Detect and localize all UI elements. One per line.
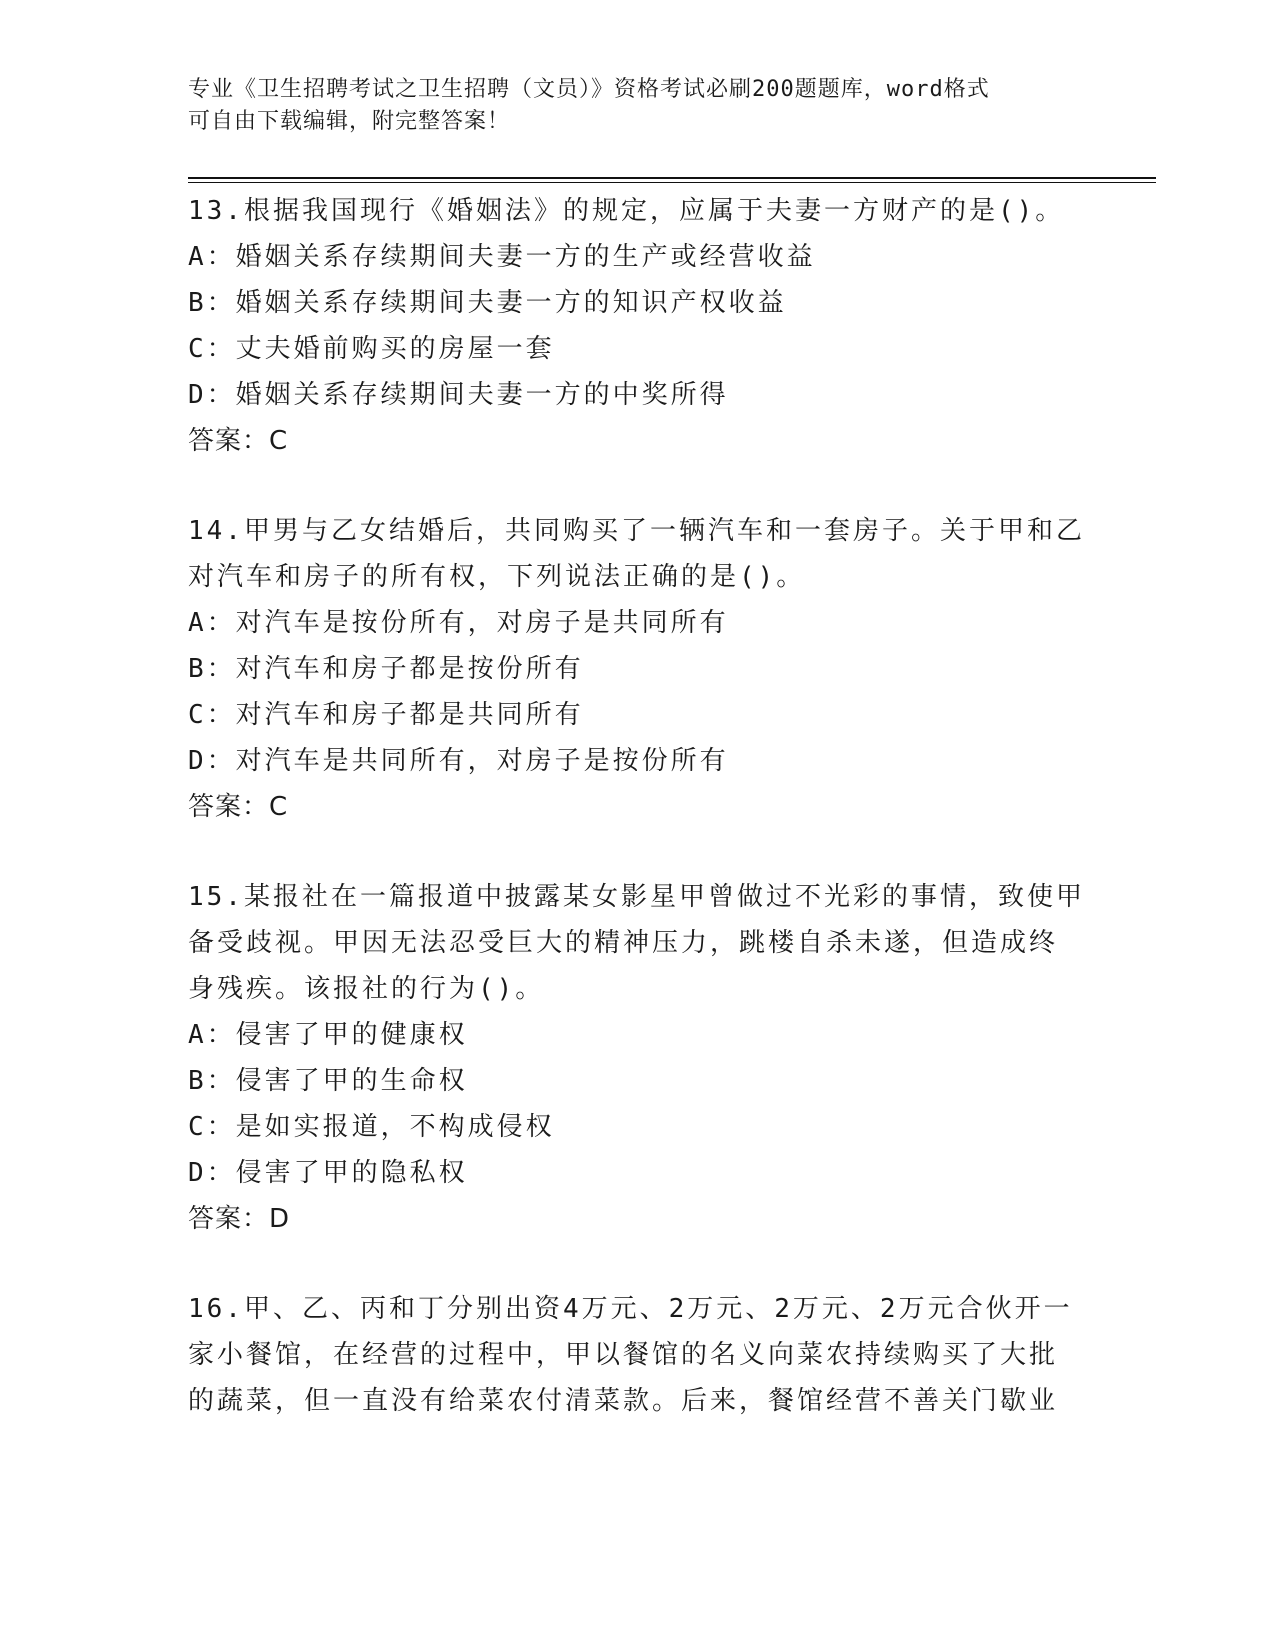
header-divider-thick: [188, 177, 1156, 179]
header-line-2: 可自由下载编辑，附完整答案！: [188, 109, 511, 134]
option-b: B：侵害了甲的生命权: [188, 1066, 468, 1096]
header-divider-thin: [188, 182, 1156, 183]
option-d: D：婚姻关系存续期间夫妻一方的中奖所得: [188, 380, 729, 410]
question-15: [188, 874, 1088, 1242]
option-c: C：对汽车和房子都是共同所有: [188, 700, 584, 730]
option-a: A：婚姻关系存续期间夫妻一方的生产或经营收益: [188, 242, 816, 272]
question-stem-line: 备受歧视。甲因无法忍受巨大的精神压力，跳楼自杀未遂，但造成终: [188, 928, 1059, 958]
question-stem-line: 13.根据我国现行《婚姻法》的规定，应属于夫妻一方财产的是()。: [188, 196, 1065, 226]
question-stem: [188, 874, 1088, 1012]
question-stem-line: 15.某报社在一篇报道中披露某女影星甲曾做过不光彩的事情，致使甲: [188, 882, 1085, 912]
question-stem-line: 14.甲男与乙女结婚后，共同购买了一辆汽车和一套房子。关于甲和乙: [188, 516, 1085, 546]
option-a: A：侵害了甲的健康权: [188, 1020, 468, 1050]
question-stem: [188, 508, 1088, 600]
answer: 答案：D: [188, 1204, 291, 1234]
question-16: [188, 1286, 1088, 1424]
answer: 答案：C: [188, 792, 289, 822]
option-c: C：是如实报道，不构成侵权: [188, 1112, 555, 1142]
question-14: [188, 508, 1088, 830]
option-c: C：丈夫婚前购买的房屋一套: [188, 334, 555, 364]
question-stem-line: 16.甲、乙、丙和丁分别出资4万元、2万元、2万元、2万元合伙开一: [188, 1294, 1073, 1324]
question-stem: [188, 1286, 1088, 1424]
question-13: [188, 188, 1088, 464]
option-d: D：对汽车是共同所有，对房子是按份所有: [188, 746, 729, 776]
question-stem-line: 对汽车和房子的所有权，下列说法正确的是()。: [188, 562, 806, 592]
header-line-1: 专业《卫生招聘考试之卫生招聘（文员）》资格考试必刷200题题库，word格式: [188, 77, 990, 102]
question-stem-line: 家小餐馆，在经营的过程中，甲以餐馆的名义向菜农持续购买了大批: [188, 1340, 1059, 1370]
question-list: [188, 188, 1088, 1468]
option-a: A：对汽车是按份所有，对房子是共同所有: [188, 608, 729, 638]
option-b: B：婚姻关系存续期间夫妻一方的知识产权收益: [188, 288, 787, 318]
question-stem-line: 的蔬菜，但一直没有给菜农付清菜款。后来，餐馆经营不善关门歇业: [188, 1386, 1059, 1416]
option-d: D：侵害了甲的隐私权: [188, 1158, 468, 1188]
question-stem-line: 身残疾。该报社的行为()。: [188, 974, 545, 1004]
option-b: B：对汽车和房子都是按份所有: [188, 654, 584, 684]
answer: 答案：C: [188, 426, 289, 456]
document-header: [188, 74, 1088, 138]
question-stem: [188, 188, 1088, 234]
